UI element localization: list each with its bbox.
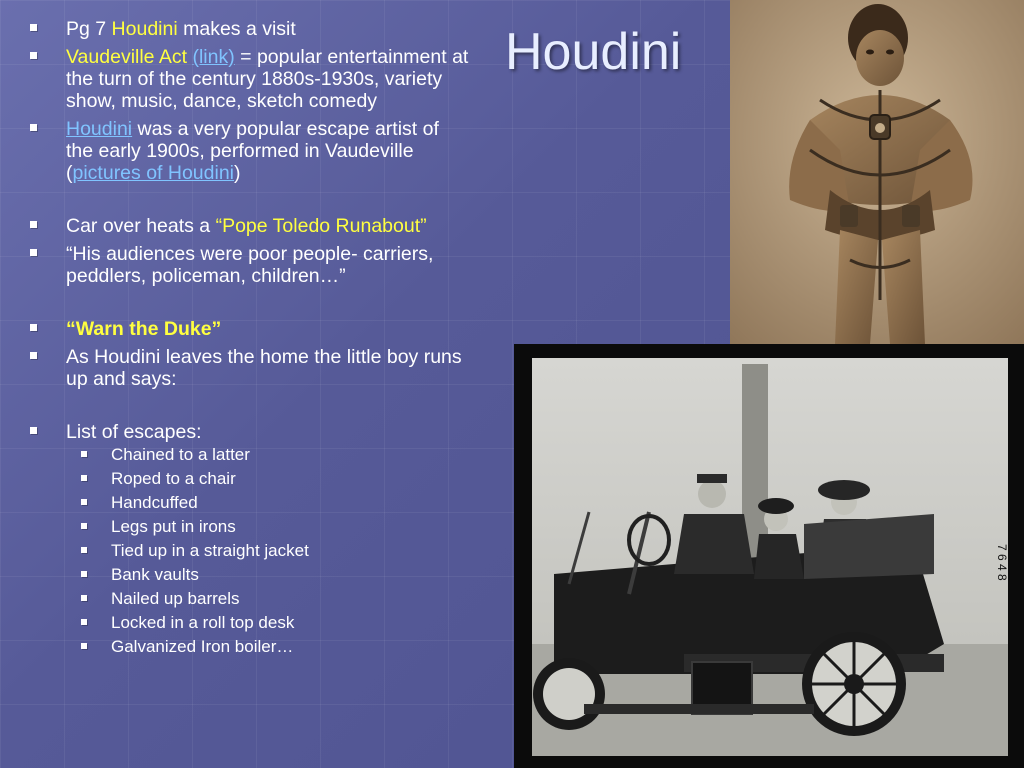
square-bullet-icon (30, 221, 37, 228)
escape-item: Locked in a roll top desk (66, 613, 470, 632)
escape-item: Nailed up barrels (66, 589, 470, 608)
square-bullet-icon (30, 427, 37, 434)
square-bullet-icon (81, 523, 87, 529)
bullet-item: List of escapes: Chained to a latter Roped to a chair Handcuffed Legs put in irons Tied up in a straight jacket Bank vaults Nailed up barrels Locked in a roll top desk Galvanized Iron boiler… (30, 421, 470, 656)
escape-item: Legs put in irons (66, 517, 470, 536)
bullet-item: Houdini was a very popular escape artist of the early 1900s, performed in Vaudeville (pictures of Houdini) (30, 118, 470, 184)
pictures-of-houdini-link[interactable]: pictures of Houdini (72, 162, 235, 184)
escape-item: Handcuffed (66, 493, 470, 512)
square-bullet-icon (81, 451, 87, 457)
escape-item: Tied up in a straight jacket (66, 541, 470, 560)
square-bullet-icon (81, 571, 87, 577)
bullet-item: Car over heats a “Pope Toledo Runabout” (30, 215, 470, 237)
square-bullet-icon (30, 249, 37, 256)
bullet-item: “His audiences were poor people- carriers, peddlers, policeman, children…” (30, 243, 470, 287)
bullet-list (30, 18, 470, 662)
escape-item: Bank vaults (66, 565, 470, 584)
square-bullet-icon (81, 619, 87, 625)
bullet-item: Pg 7 Houdini makes a visit (30, 18, 470, 40)
escape-item: Galvanized Iron boiler… (66, 637, 470, 656)
square-bullet-icon (81, 643, 87, 649)
square-bullet-icon (30, 324, 37, 331)
bullet-item: Vaudeville Act (link) = popular entertainment at the turn of the century 1880s-1930s, variety show, music, dance, sketch comedy (30, 46, 470, 112)
square-bullet-icon (30, 124, 37, 131)
houdini-link[interactable]: Houdini (66, 118, 133, 140)
escape-item: Roped to a chair (66, 469, 470, 488)
car-photo (514, 344, 1024, 768)
vaudeville-link[interactable]: (link) (192, 46, 235, 68)
bullet-item: “Warn the Duke” (30, 318, 470, 340)
square-bullet-icon (81, 499, 87, 505)
square-bullet-icon (30, 352, 37, 359)
bullet-item: As Houdini leaves the home the little boy runs up and says: (30, 346, 470, 390)
slide-title: Houdini (505, 23, 682, 81)
photo-stamp: 7 6 4 8 (995, 544, 1009, 581)
square-bullet-icon (81, 547, 87, 553)
square-bullet-icon (81, 475, 87, 481)
square-bullet-icon (81, 595, 87, 601)
houdini-chained-photo (730, 0, 1024, 344)
square-bullet-icon (30, 52, 37, 59)
square-bullet-icon (30, 24, 37, 31)
escape-list (66, 445, 470, 656)
escape-item: Chained to a latter (66, 445, 470, 464)
